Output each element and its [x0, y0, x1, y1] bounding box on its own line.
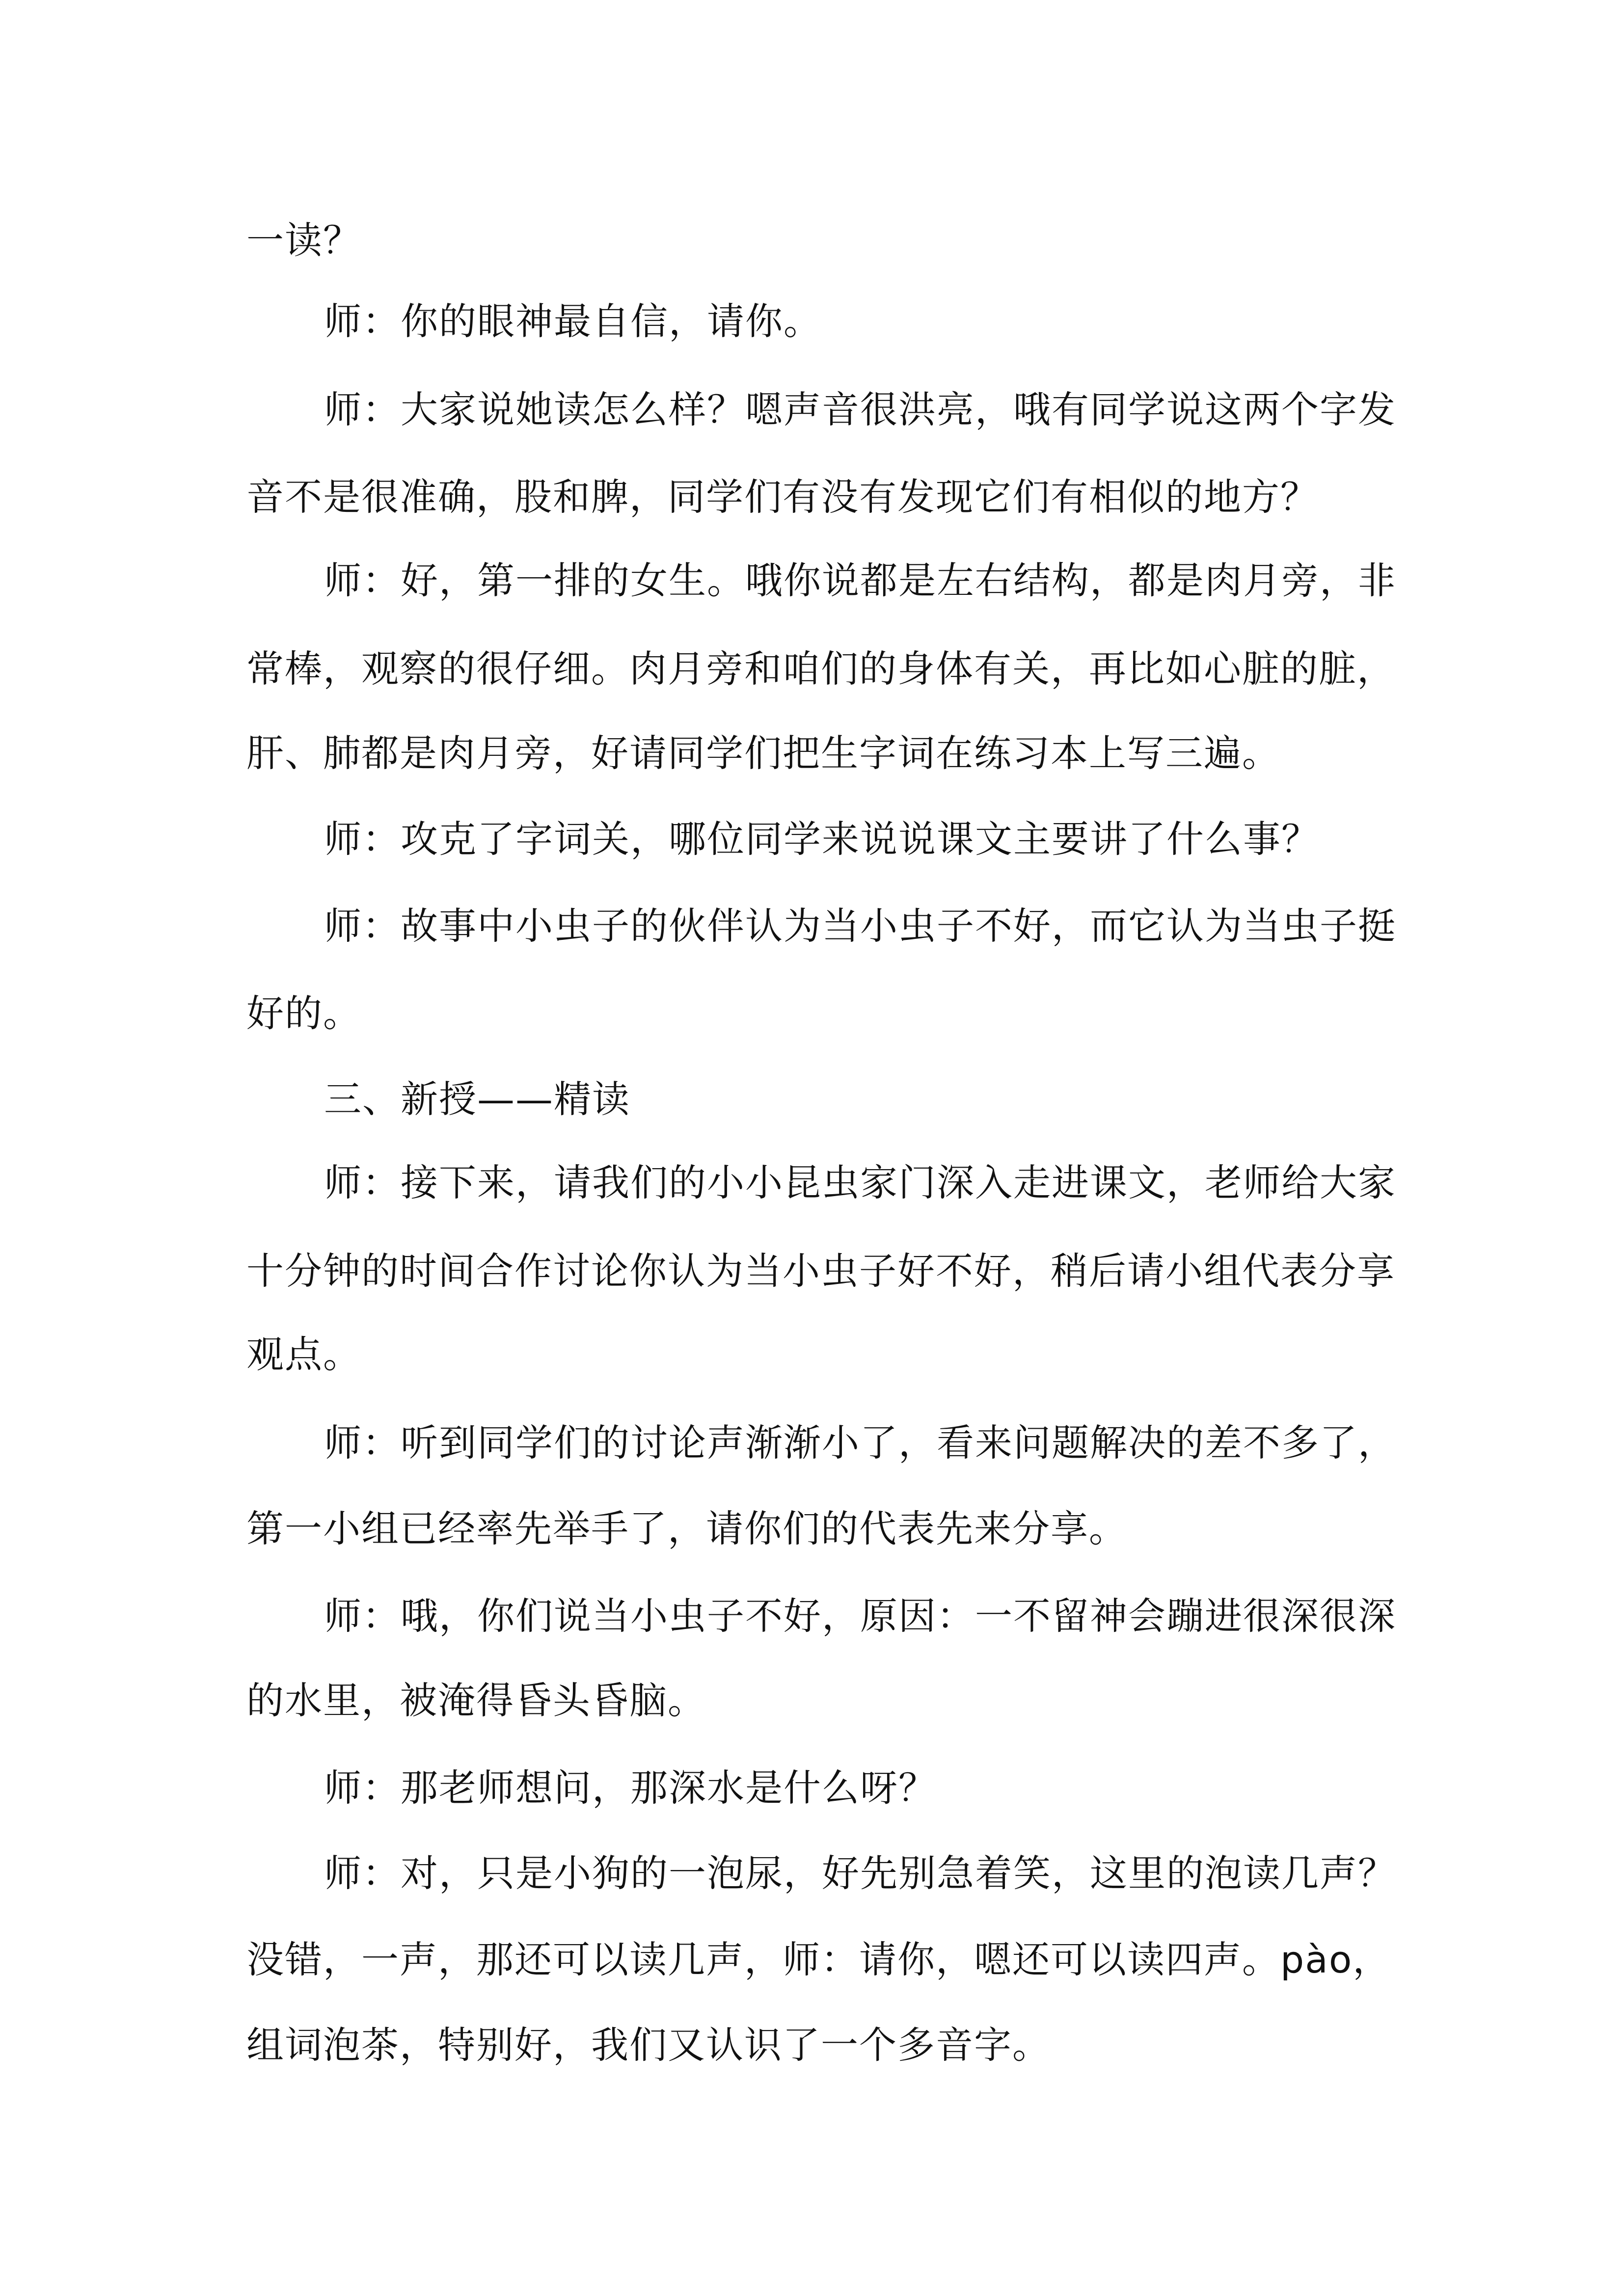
text-line: 第一小组已经率先举手了，请你们的代表先来分享。 [246, 1507, 1127, 1550]
text-line: 师：攻克了字词关，哪位同学来说说课文主要讲了什么事？ [324, 817, 1320, 861]
text-line: 没错，一声，那还可以读几声，师：请你，嗯还可以读四声。pào， [246, 1938, 1391, 1981]
text-line: 师：好，第一排的女生。哦你说都是左右结构，都是肉月旁，非 [324, 559, 1396, 602]
text-line: 师：接下来，请我们的小小昆虫家门深入走进课文，老师给大家 [324, 1161, 1396, 1204]
text-line: 一读？ [246, 218, 361, 262]
text-line: 观点。 [246, 1333, 361, 1376]
text-line: 十分钟的时间合作讨论你认为当小虫子好不好，稍后请小组代表分享 [246, 1249, 1395, 1293]
text-line: 师：对，只是小狗的一泡尿，好先别急着笑，这里的泡读几声？ [324, 1851, 1396, 1895]
text-line: 音不是很准确，股和脾，同学们有没有发现它们有相似的地方？ [246, 475, 1319, 519]
text-line: 师：你的眼神最自信，请你。 [324, 299, 822, 343]
text-line: 常棒，观察的很仔细。肉月旁和咱们的身体有关，再比如心脏的脏， [246, 647, 1395, 691]
text-line: 师：大家说她读怎么样？嗯声音很洪亮，哦有同学说这两个字发 [324, 388, 1396, 431]
text-line: 师：那老师想问，那深水是什么呀？ [324, 1766, 937, 1810]
text-line: 师：听到同学们的讨论声渐渐小了，看来问题解决的差不多了， [324, 1421, 1396, 1465]
text-line: 师：哦，你们说当小虫子不好，原因：一不留神会蹦进很深很深 [324, 1594, 1396, 1638]
text-line: 师：故事中小虫子的伙伴认为当小虫子不好，而它认为当虫子挺 [324, 904, 1396, 948]
text-line: 组词泡茶，特别好，我们又认识了一个多音字。 [246, 2023, 1051, 2067]
text-line: 肝、肺都是肉月旁，好请同学们把生字词在练习本上写三遍。 [246, 731, 1280, 775]
text-line: 的水里，被淹得昏头昏脑。 [246, 1679, 706, 1722]
text-line: 好的。 [246, 991, 361, 1035]
section-heading: 三、新授——精读 [324, 1077, 630, 1121]
